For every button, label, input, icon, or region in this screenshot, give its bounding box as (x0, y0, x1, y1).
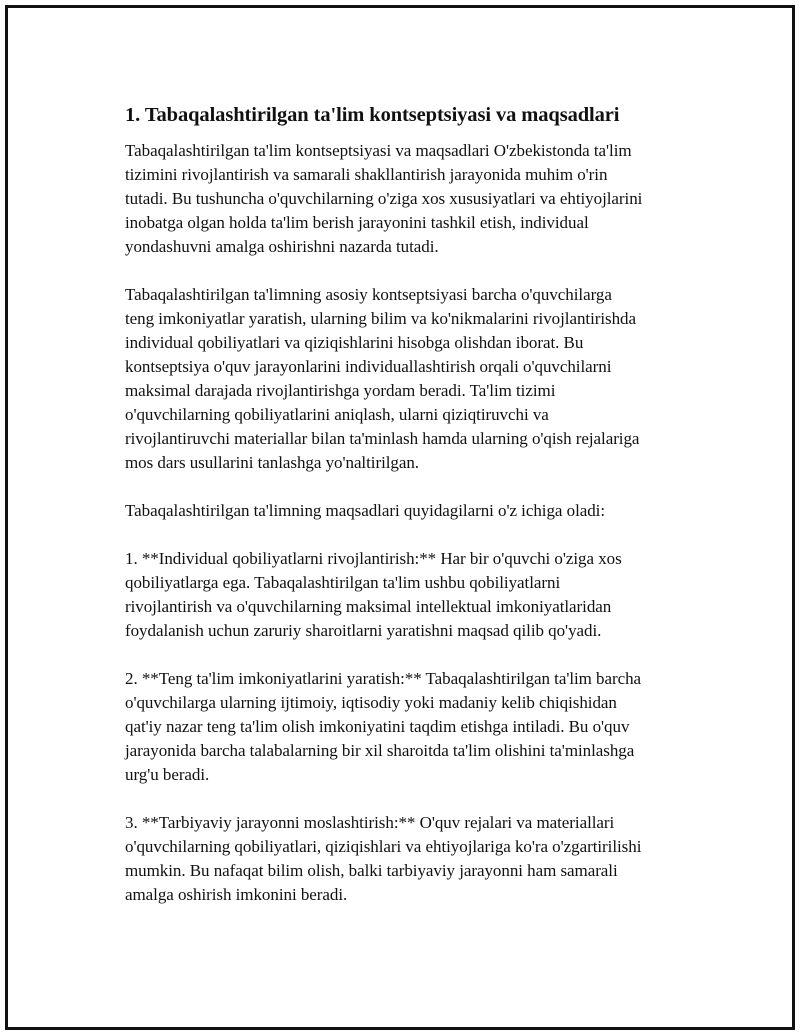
text-line: rivojlantirish va o'quvchilarning maksimal intellektual imkoniyatlaridan (125, 597, 612, 616)
text-line: Tabaqalashtirilgan ta'lim kontseptsiyasi va maqsadlari O'zbekistonda ta'lim (125, 141, 632, 160)
text-line: qobiliyatlarga ega. Tabaqalashtirilgan ta'lim ushbu qobiliyatlarni (125, 573, 561, 592)
text-line: mumkin. Bu nafaqat bilim olish, balki tarbiyaviy jarayonni ham samarali (125, 861, 618, 880)
text-line: urg'u beradi. (125, 765, 210, 784)
text-line: qat'iy nazar teng ta'lim olish imkoniyatini taqdim etishga intiladi. Bu o'quv (125, 717, 630, 736)
paragraph-goal-3 (125, 811, 695, 907)
paragraph-concept (125, 283, 695, 475)
text-line: o'quvchilarning qobiliyatlari, qiziqishlari va ehtiyojlariga ko'ra o'zgartirilishi (125, 837, 642, 856)
text-line: tizimini rivojlantirish va samarali shakllantirish jarayonida muhim o'rin (125, 165, 608, 184)
text-line: inobatga olgan holda ta'lim berish jarayonini tashkil etish, individual (125, 213, 589, 232)
text-line: jarayonida barcha talabalarning bir xil sharoitda ta'lim olishini ta'minlashga (125, 741, 635, 760)
text-line: 3. **Tarbiyaviy jarayonni moslashtirish:** O'quv rejalari va materiallari (125, 813, 615, 832)
text-line: 2. **Teng ta'lim imkoniyatlarini yaratish:** Tabaqalashtirilgan ta'lim barcha (125, 669, 642, 688)
text-line: teng imkoniyatlar yaratish, ularning bilim va ko'nikmalarini rivojlantirishda (125, 309, 636, 328)
paragraph-goal-1 (125, 547, 695, 643)
text-line: kontseptsiya o'quv jarayonlarini individuallashtirish orqali o'quvchilarni (125, 357, 612, 376)
paragraph-goals-intro (125, 499, 695, 523)
text-line: o'quvchilarning qobiliyatlarini aniqlash, ularni qiziqtiruvchi va (125, 405, 549, 424)
section-title: 1. Tabaqalashtirilgan ta'lim kontseptsiyasi va maqsadlari (125, 104, 620, 126)
text-line: yondashuvni amalga oshirishni nazarda tutadi. (125, 237, 439, 256)
text-line: Tabaqalashtirilgan ta'limning asosiy kontseptsiyasi barcha o'quvchilarga (125, 285, 612, 304)
text-line: Tabaqalashtirilgan ta'limning maqsadlari quyidagilarni o'z ichiga oladi: (125, 501, 606, 520)
text-line: amalga oshirish imkonini beradi. (125, 885, 348, 904)
paragraph-intro (125, 139, 695, 259)
text-line: maksimal darajada rivojlantirishga yordam beradi. Ta'lim tizimi (125, 381, 556, 400)
text-line: individual qobiliyatlari va qiziqishlarini hisobga olishdan iborat. Bu (125, 333, 584, 352)
text-line: mos dars usullarini tanlashga yo'naltirilgan. (125, 453, 420, 472)
page-frame (5, 5, 795, 1030)
text-line: 1. **Individual qobiliyatlarni rivojlantirish:** Har bir o'quvchi o'ziga xos (125, 549, 622, 568)
text-line: tutadi. Bu tushuncha o'quvchilarning o'ziga xos xususiyatlari va ehtiyojlarini (125, 189, 643, 208)
text-line: foydalanish uchun zaruriy sharoitlarni yaratishni maqsad qilib qo'yadi. (125, 621, 602, 640)
text-line: o'quvchilarga ularning ijtimoiy, iqtisodiy yoki madaniy kelib chiqishidan (125, 693, 617, 712)
document-body (125, 102, 695, 931)
paragraph-goal-2 (125, 667, 695, 787)
text-line: rivojlantiruvchi materiallar bilan ta'minlash hamda ularning o'qish rejalariga (125, 429, 640, 448)
